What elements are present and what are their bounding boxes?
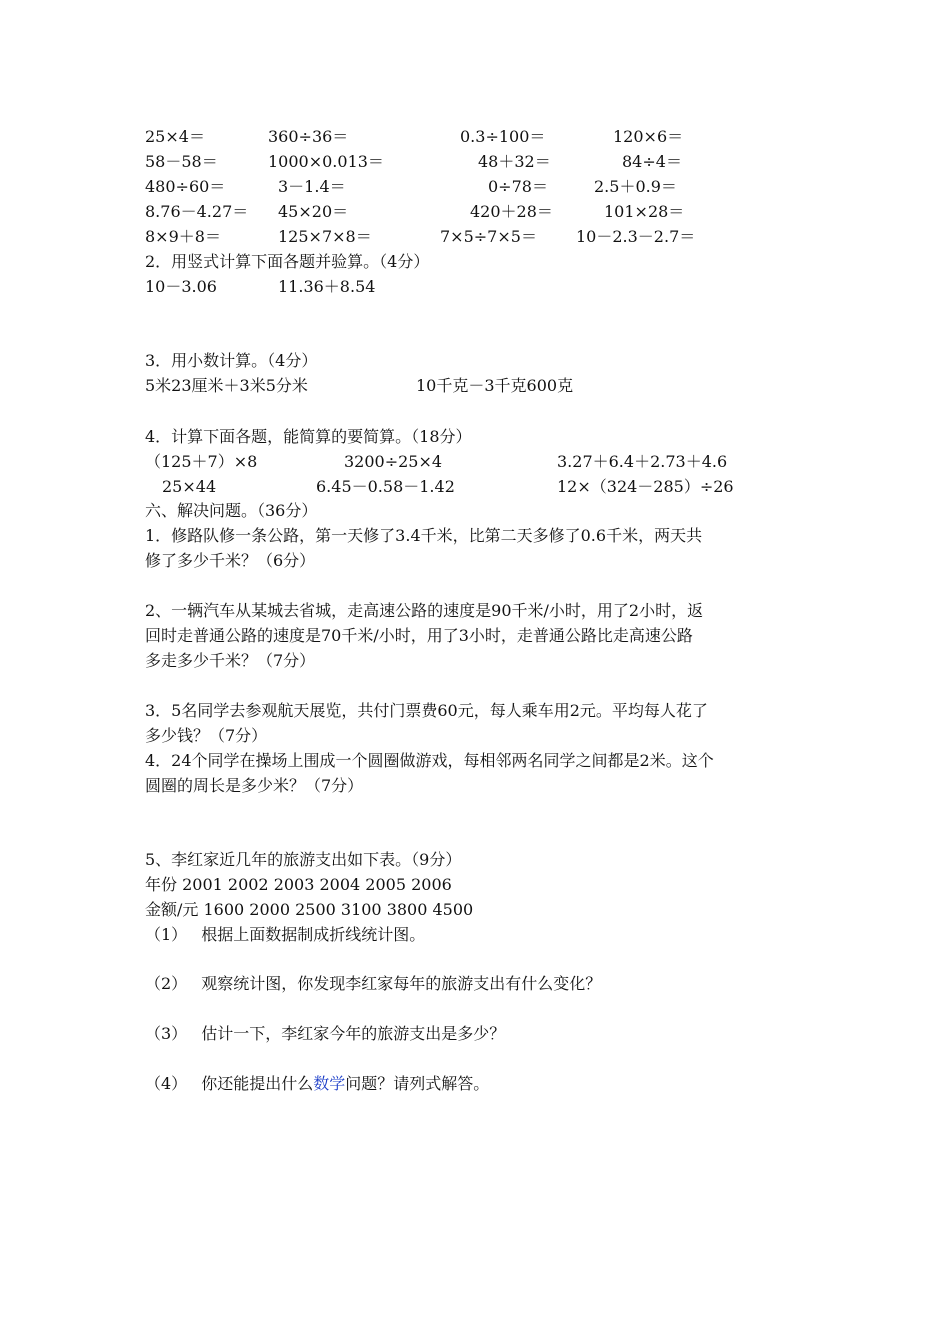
calc-item: 10－2.3－2.7＝: [576, 227, 696, 246]
calc-item: 360÷36＝: [268, 127, 349, 146]
sub-question-1: [145, 924, 425, 946]
calc-item: 420＋28＝: [470, 202, 553, 221]
question-2-title: 2．用竖式计算下面各题并验算。（4分）: [145, 252, 430, 271]
calc-item: 45×20＝: [278, 202, 349, 221]
calc-item: 8.76－4.27＝: [145, 202, 249, 221]
sub-question-text: 问题？请列式解答。: [345, 1074, 490, 1093]
problem-3-line: 3．5名同学去参观航天展览，共付门票费60元，每人乘车用2元。平均每人花了: [145, 701, 708, 720]
question-4-item: 25×44: [162, 477, 217, 496]
calc-item: 48＋32＝: [478, 152, 551, 171]
sub-question-number: （4）: [145, 1074, 188, 1093]
question-4-title: 4．计算下面各题，能简算的要简算。（18分）: [145, 427, 472, 446]
question-4-item: 3200÷25×4: [344, 452, 443, 471]
sub-question-number: （3）: [145, 1024, 188, 1043]
problem-1-line: 1．修路队修一条公路，第一天修了3.4千米，比第二天多修了0.6千米，两天共: [145, 526, 703, 545]
calc-item: 1000×0.013＝: [268, 152, 384, 171]
calc-item: 7×5÷7×5＝: [440, 227, 537, 246]
problem-5-title: 5、李红家近几年的旅游支出如下表。（9分）: [145, 850, 462, 869]
question-3-title: 3．用小数计算。（4分）: [145, 351, 318, 370]
problem-5-amount-row: 金额/元 1600 2000 2500 3100 3800 4500: [145, 900, 474, 919]
math-link[interactable]: 数学: [313, 1074, 346, 1093]
question-4-item: 6.45－0.58－1.42: [316, 477, 455, 496]
problem-4-line: 圆圈的周长是多少米？（7分）: [145, 776, 364, 795]
calc-item: 101×28＝: [604, 202, 685, 221]
calc-item: 0.3÷100＝: [460, 127, 546, 146]
question-3-item: 10千克－3千克600克: [416, 376, 574, 395]
sub-question-3: [145, 1023, 505, 1045]
calc-item: 84÷4＝: [622, 152, 682, 171]
calc-item: 8×9＋8＝: [145, 227, 221, 246]
sub-question-4: [145, 1073, 489, 1095]
sub-question-number: （1）: [145, 925, 188, 944]
calc-item: 120×6＝: [613, 127, 684, 146]
problem-1-line: 修了多少千米？（6分）: [145, 551, 316, 570]
sub-question-text: 根据上面数据制成折线统计图。: [201, 925, 426, 944]
question-4-item: 12×（324－285）÷26: [557, 477, 734, 496]
question-2-item: 10－3.06: [145, 277, 217, 296]
problem-5-year-row: 年份 2001 2002 2003 2004 2005 2006: [145, 875, 452, 894]
calc-item: 480÷60＝: [145, 177, 226, 196]
sub-question-text: 估计一下，李红家今年的旅游支出是多少？: [201, 1024, 506, 1043]
question-3-item: 5米23厘米＋3米5分米: [145, 376, 308, 395]
calc-item: 25×4＝: [145, 127, 205, 146]
problem-2-line: 2、一辆汽车从某城去省城，走高速公路的速度是90千米/小时，用了2小时，返: [145, 601, 704, 620]
problem-2-line: 多走多少千米？（7分）: [145, 651, 316, 670]
sub-question-number: （2）: [145, 974, 188, 993]
question-4-item: 3.27＋6.4＋2.73＋4.6: [557, 452, 728, 471]
problem-3-line: 多少钱？（7分）: [145, 726, 268, 745]
calc-item: 58－58＝: [145, 152, 218, 171]
question-4-item: （125＋7）×8: [145, 452, 258, 471]
section-6-title: 六、解决问题。（36分）: [145, 501, 318, 520]
sub-question-2: [145, 973, 601, 995]
calc-item: 0÷78＝: [488, 177, 548, 196]
calc-item: 2.5＋0.9＝: [594, 177, 677, 196]
calc-item: 3－1.4＝: [278, 177, 346, 196]
question-2-item: 11.36＋8.54: [278, 277, 376, 296]
sub-question-text: 观察统计图，你发现李红家每年的旅游支出有什么变化？: [201, 974, 602, 993]
problem-2-line: 回时走普通公路的速度是70千米/小时，用了3小时，走普通公路比走高速公路: [145, 626, 693, 645]
problem-4-line: 4．24个同学在操场上围成一个圆圈做游戏，每相邻两名同学之间都是2米。这个: [145, 751, 714, 770]
sub-question-text: 你还能提出什么: [201, 1074, 314, 1093]
calc-item: 125×7×8＝: [278, 227, 372, 246]
